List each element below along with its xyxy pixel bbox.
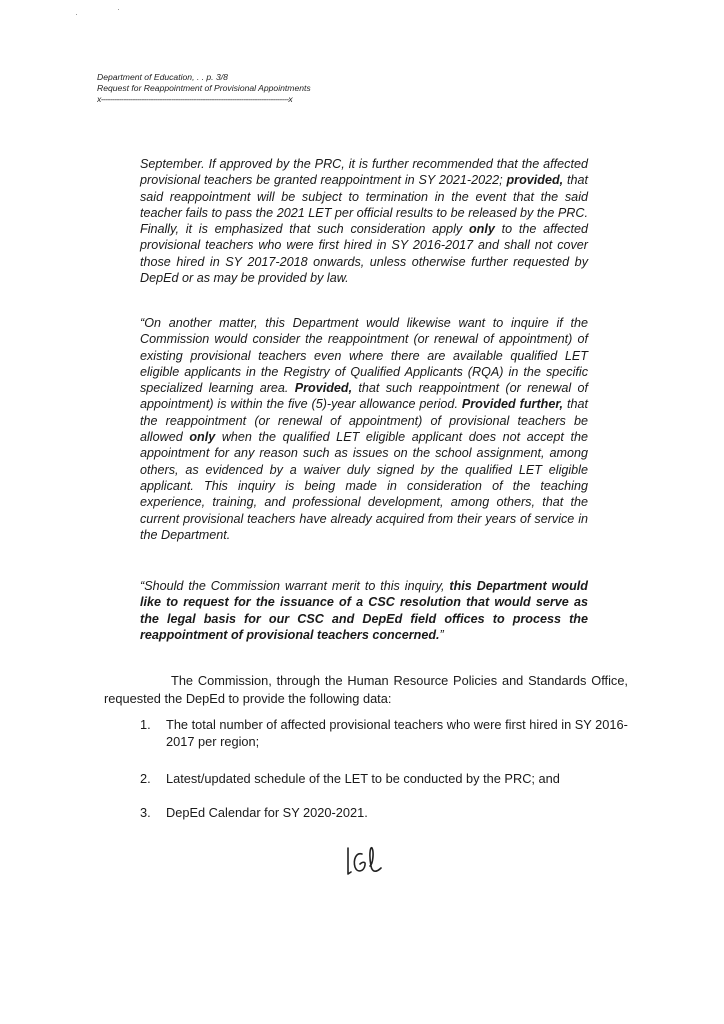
list-item	[140, 804, 630, 821]
text-run: to the affected provisional teachers who were first hired in SY 2016-2017 and shall not cover those hired in SY 2017-2018 onwards, unless otherwise further requested by DepEd or as may be provided by law.	[140, 222, 588, 286]
list-item	[140, 716, 630, 750]
scan-speck	[76, 14, 77, 15]
header-line-1: Department of Education, . . p. 3/8	[97, 72, 228, 82]
list-text: Latest/updated schedule of the LET to be conducted by the PRC; and	[166, 771, 560, 786]
text-run: “Should the Commission warrant merit to this inquiry,	[140, 579, 450, 593]
list-number: 2.	[140, 771, 151, 786]
bold-run: only	[189, 430, 216, 445]
list-item	[140, 770, 630, 787]
header-separator: x-----------------------------------------------------------------------------------x	[97, 94, 293, 104]
text-run: that such reappointment (or renewal of appointment) is within the five (5)-year allowance period.	[140, 381, 588, 412]
bold-run: Provided,	[294, 381, 353, 396]
list-text: The total number of affected provisional teachers who were first hired in SY 2016-2017 per region;	[166, 717, 628, 749]
text-run: that the reappointment (or renewal of appointment) of provisional teachers be allowed	[140, 397, 588, 445]
bold-run: this Department would like to request for the issuance of a CSC resolution that would serve as the legal basis for our CSC and DepEd field offices to process the reappointment of provisional teachers concerned.	[140, 579, 588, 642]
paragraph-inquiry	[140, 315, 588, 543]
paragraph-commission: The Commission, through the Human Resource Policies and Standards Office, requested the DepEd to provide the following data:	[104, 673, 628, 706]
text-run: “On another matter, this Department would likewise want to inquire if the Commission would consider the reappointment (or renewal of appointment) of existing provisional teachers even where there are available qualified LET eligible applicants in the Registry of Qualified Applicants (RQA) in the specific specialized learning area.	[140, 316, 588, 396]
text-run: ”	[439, 627, 444, 642]
paragraph-recommendation	[140, 156, 588, 286]
list-text: DepEd Calendar for SY 2020-2021.	[166, 805, 368, 820]
scan-speck	[118, 9, 119, 10]
bold-run: provided,	[506, 173, 564, 188]
text-run: when the qualified LET eligible applicant does not accept the appointment for any reason such as issues on the school assignment, among others, as evidenced by a waiver duly signed by the qualified LET eligible applicant. This inquiry is being made in consideration of the teaching experience, training, and professional development, among others, that the current provisional teachers have already acquired from their years of service in the Department.	[140, 430, 588, 542]
text-run: that said reappointment will be subject to termination in the event that the said teacher fails to pass the 2021 LET per official results to be released by the PRC. Finally, it is emphasized that such consideration apply	[140, 173, 588, 237]
running-header	[97, 72, 342, 105]
list-number: 1.	[140, 717, 151, 732]
text-run: September. If approved by the PRC, it is further recommended that the affected provisional teachers be granted reappointment in SY 2021-2022;	[140, 157, 588, 188]
bold-run: only	[468, 222, 495, 237]
header-line-2: Request for Reappointment of Provisional Appointments	[97, 83, 311, 93]
handwritten-initials	[340, 842, 390, 878]
list-number: 3.	[140, 805, 151, 820]
paragraph-request	[140, 578, 588, 643]
bold-run: Provided further,	[461, 397, 564, 412]
